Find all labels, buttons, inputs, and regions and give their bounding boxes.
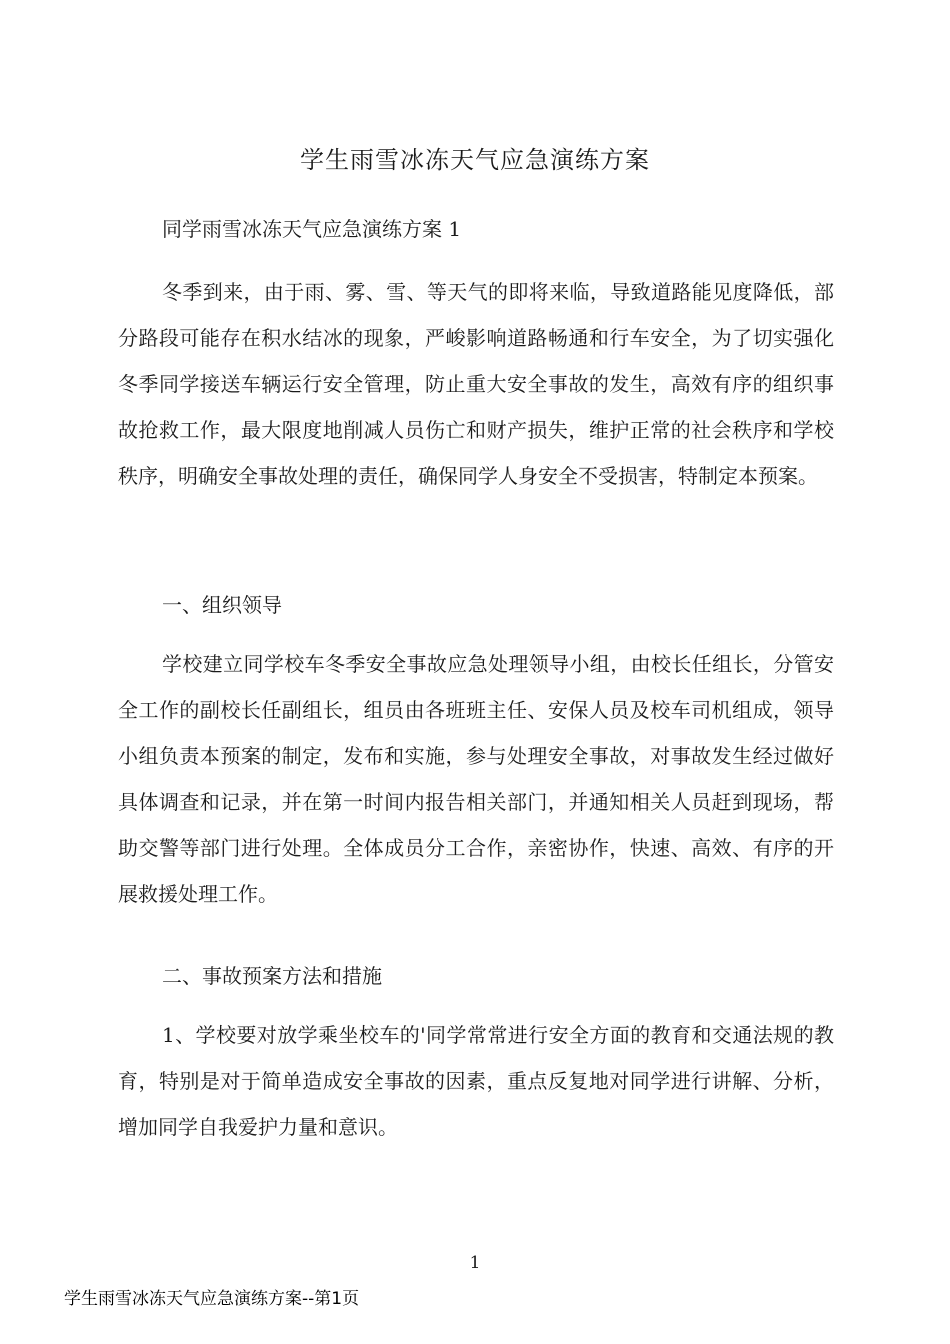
footer-label: 学生雨雪冰冻天气应急演练方案--第1页 <box>64 1289 360 1309</box>
paragraph-intro: 冬季到来，由于雨、雾、雪、等天气的即将来临，导致道路能见度降低，部分路段可能存在积水结冰的现象，严峻影响道路畅通和行车安全，为了切实强化冬季同学接送车辆运行安全管理，防止重大安全事故的发生，高效有序的组织事故抢救工作，最大限度地削减人员伤亡和财产损失，维护正常的社会秩序和学校秩序，明确安全事故处理的责任，确保同学人身安全不受损害，特制定本预案。 <box>118 280 834 488</box>
document-subtitle: 同学雨雪冰冻天气应急演练方案 1 <box>162 217 462 241</box>
section-heading-organization: 一、组织领导 <box>162 593 282 617</box>
document-title: 学生雨雪冰冻天气应急演练方案 <box>300 146 650 174</box>
paragraph-organization: 学校建立同学校车冬季安全事故应急处理领导小组，由校长任组长，分管安全工作的副校长任副组长，组员由各班班主任、安保人员及校车司机组成，领导小组负责本预案的制定，发布和实施，参与处理安全事故，对事故发生经过做好具体调查和记录，并在第一时间内报告相关部门，并通知相关人员赶到现场，帮助交警等部门进行处理。全体成员分工合作，亲密协作，快速、高效、有序的开展救援处理工作。 <box>118 652 834 906</box>
page-number: 1 <box>469 1253 481 1273</box>
paragraph-measure-1: 1、学校要对放学乘坐校车的'同学常常进行安全方面的教育和交通法规的教育，特别是对于简单造成安全事故的因素，重点反复地对同学进行讲解、分析，增加同学自我爱护力量和意识。 <box>118 1023 834 1139</box>
section-heading-measures: 二、事故预案方法和措施 <box>162 964 382 988</box>
